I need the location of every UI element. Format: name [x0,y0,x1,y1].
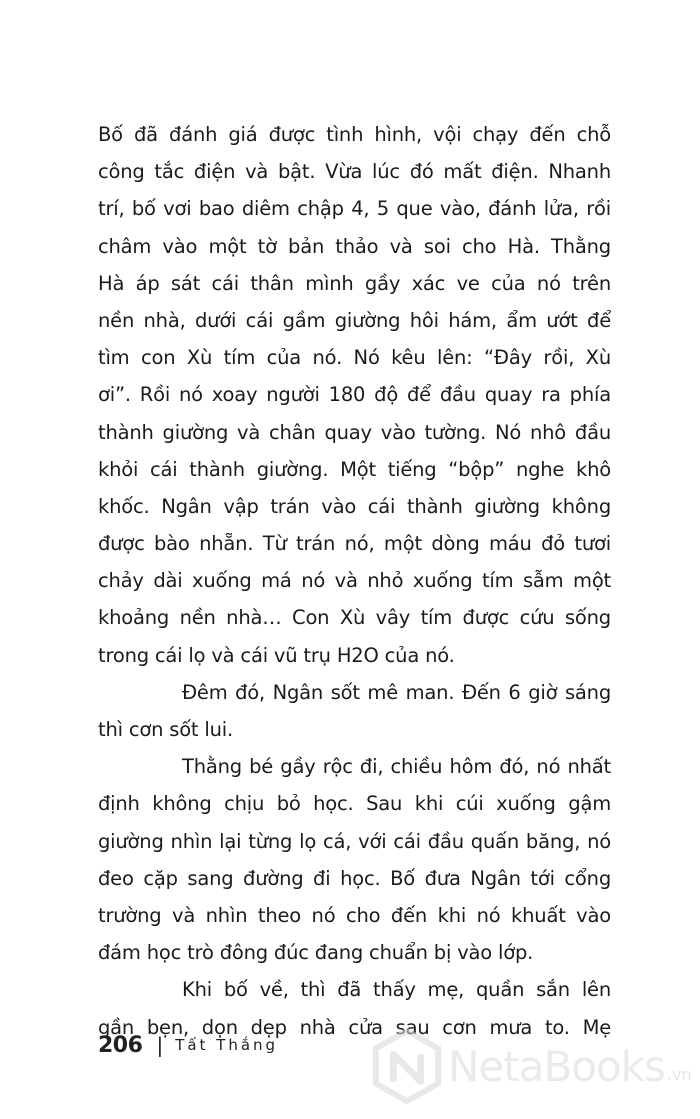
text-line: đeo cặp sang đường đi học. Bố đưa Ngân tới cổng [98,866,611,890]
text-line: thì cơn sốt lui. [98,718,233,741]
text-line: khoảng nền nhà… Con Xù vây tím được cứu sống [98,606,611,630]
watermark-suffix: .vn [666,1065,692,1084]
text-line: ơi”. Rồi nó xoay người 180 độ để đầu quay ra phía [98,383,611,407]
watermark [368,1024,692,1108]
text-line: tìm con Xù tím của nó. Nó kêu lên: “Đây rồi, Xù [98,346,611,370]
page-number: 206 [98,1032,143,1058]
text-line: nền nhà, dưới cái gầm giường hôi hám, ẩm ướt để [98,308,611,332]
text-line: được bào nhẵn. Từ trán nó, một dòng máu đỏ tươi [98,532,611,556]
text-line: giường nhìn lại từng lọ cá, với cái đầu quấn băng, nó [98,829,611,853]
text-line: Hà áp sát cái thân mình gầy xác ve của nó trên [98,271,611,295]
text-line: gần bẹn, dọn dẹp nhà cửa sau cơn mưa to. Mẹ [98,1015,611,1039]
text-line: khốc. Ngân vập trán vào cái thành giường không [98,494,611,518]
text-line: chảy dài xuống má nó và nhỏ xuống tím sẫm một [98,569,611,593]
body-text [98,116,611,1046]
text-line: trường và nhìn theo nó cho đến khi nó khuất vào [98,903,611,927]
text-line: thành giường và chân quay vào tường. Nó nhô đầu [98,420,611,444]
text-line: trí, bố vơi bao diêm chập 4, 5 que vào, đánh lửa, rồi [98,197,611,221]
text-line: khỏi cái thành giường. Một tiếng “bộp” nghe khô [98,457,611,481]
text-line: công tắc điện và bật. Vừa lúc đó mất điện. Nhanh [98,160,611,184]
watermark-brand: NetaBooks [448,1041,665,1091]
text-line: đám học trò đông đúc đang chuẩn bị vào lớp. [98,941,534,965]
text-line: châm vào một tờ bản thảo và soi cho Hà. Thằng [98,234,611,258]
footer-separator: | [156,1033,164,1057]
author-name: Tất Thắng [175,1036,279,1054]
page-footer [98,1030,278,1060]
netabooks-logo-icon [368,1026,446,1106]
text-line: định không chịu bỏ học. Sau khi cúi xuống gậm [98,792,611,816]
text-line: Bố đã đánh giá được tình hình, vội chạy đến chỗ [98,123,611,146]
text-line: Thằng bé gầy rộc đi, chiều hôm đó, nó nhất [182,755,611,779]
text-line: trong cái lọ và cái vũ trụ H2O của nó. [98,643,455,667]
text-line: Đêm đó, Ngân sốt mê man. Đến 6 giờ sáng [182,680,611,704]
text-line: Khi bố về, thì đã thấy mẹ, quần sắn lên [182,978,611,1002]
